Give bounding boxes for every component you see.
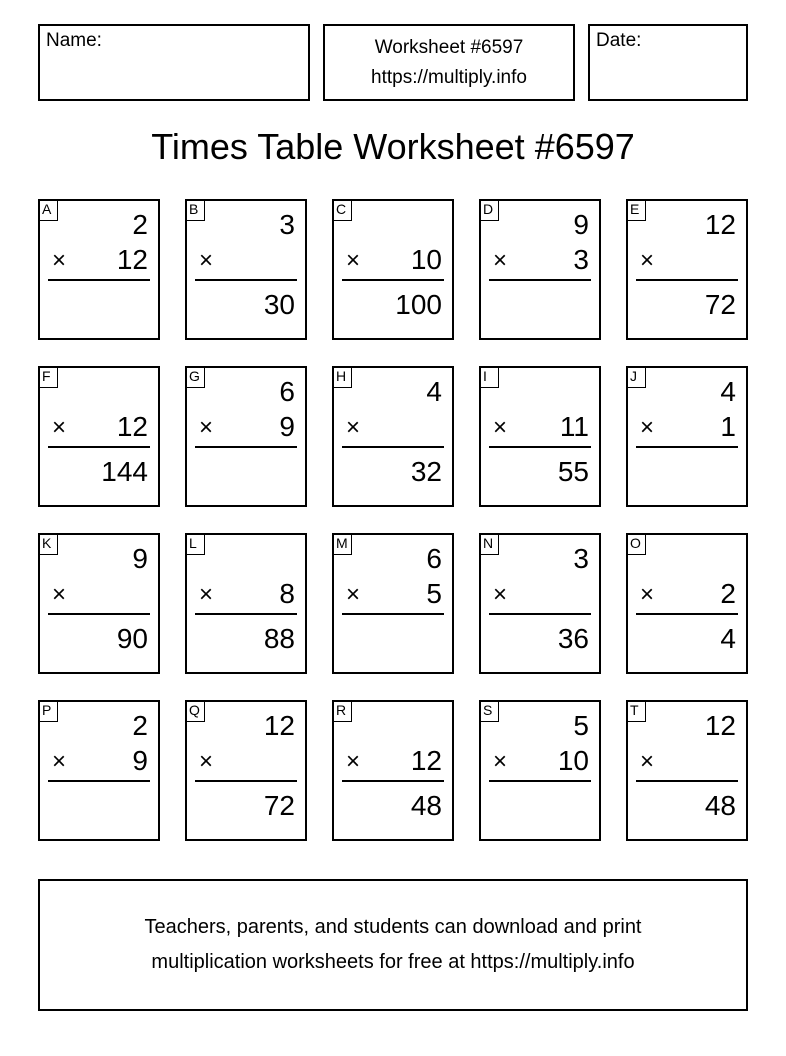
- answer-line: [489, 279, 591, 281]
- problem-card: [479, 533, 601, 674]
- problem-letter: R: [332, 700, 352, 722]
- date-label: Date:: [596, 30, 642, 51]
- footer-box: [38, 879, 748, 1011]
- multiply-sign: ×: [640, 247, 655, 274]
- problem-bottom-factor[interactable]: 9: [279, 411, 295, 442]
- problem-card: [332, 533, 454, 674]
- problem-letter: K: [38, 533, 58, 555]
- answer-line: [636, 613, 738, 615]
- problem-letter: N: [479, 533, 499, 555]
- problem-top-factor[interactable]: 2: [132, 209, 148, 240]
- answer-line: [195, 446, 297, 448]
- problem-product[interactable]: 100: [395, 289, 442, 320]
- problem-card: [185, 533, 307, 674]
- problem-letter: M: [332, 533, 352, 555]
- problem-product[interactable]: 144: [101, 456, 148, 487]
- problem-letter: G: [185, 366, 205, 388]
- problem-top-factor[interactable]: 12: [704, 710, 736, 741]
- answer-line: [342, 446, 444, 448]
- problem-card: [38, 199, 160, 340]
- answer-line: [636, 780, 738, 782]
- problem-bottom-factor[interactable]: 2: [720, 578, 736, 609]
- problem-bottom-factor[interactable]: 12: [410, 745, 442, 776]
- problem-product[interactable]: 48: [704, 790, 736, 821]
- problem-card: [626, 533, 748, 674]
- problem-card: [332, 199, 454, 340]
- problem-letter: O: [626, 533, 646, 555]
- problem-card: [479, 700, 601, 841]
- multiply-sign: ×: [199, 414, 214, 441]
- answer-line: [342, 780, 444, 782]
- answer-line: [48, 780, 150, 782]
- problem-letter: L: [185, 533, 205, 555]
- answer-line: [195, 613, 297, 615]
- answer-line: [489, 613, 591, 615]
- answer-line: [48, 446, 150, 448]
- problem-top-factor[interactable]: 4: [720, 376, 736, 407]
- answer-line: [489, 446, 591, 448]
- problem-letter: I: [479, 366, 499, 388]
- answer-line: [489, 780, 591, 782]
- problem-bottom-factor[interactable]: 1: [720, 411, 736, 442]
- problem-top-factor[interactable]: 6: [426, 543, 442, 574]
- problem-letter: H: [332, 366, 352, 388]
- problem-bottom-factor[interactable]: 10: [410, 244, 442, 275]
- multiply-sign: ×: [52, 748, 67, 775]
- multiply-sign: ×: [52, 581, 67, 608]
- problem-card: [626, 199, 748, 340]
- multiply-sign: ×: [199, 581, 214, 608]
- problem-letter: F: [38, 366, 58, 388]
- problem-product[interactable]: 72: [263, 790, 295, 821]
- problem-product[interactable]: 88: [263, 623, 295, 654]
- multiply-sign: ×: [640, 581, 655, 608]
- problem-bottom-factor[interactable]: 3: [573, 244, 589, 275]
- multiply-sign: ×: [346, 748, 361, 775]
- problem-card: [479, 199, 601, 340]
- page-title: Times Table Worksheet #6597: [151, 126, 635, 167]
- worksheet-id: Worksheet #6597: [374, 37, 524, 58]
- problem-top-factor[interactable]: 5: [573, 710, 589, 741]
- problem-product[interactable]: 48: [410, 790, 442, 821]
- problem-letter: B: [185, 199, 205, 221]
- problem-bottom-factor[interactable]: 9: [132, 745, 148, 776]
- footer-line-1: Teachers, parents, and students can download and print: [144, 916, 642, 938]
- problem-card: [332, 700, 454, 841]
- problem-top-factor[interactable]: 6: [279, 376, 295, 407]
- problem-card: [38, 366, 160, 507]
- problem-top-factor[interactable]: 2: [132, 710, 148, 741]
- problem-top-factor[interactable]: 12: [704, 209, 736, 240]
- problem-letter: E: [626, 199, 646, 221]
- problem-bottom-factor[interactable]: 12: [116, 411, 148, 442]
- problem-bottom-factor[interactable]: 5: [426, 578, 442, 609]
- problem-bottom-factor[interactable]: 10: [557, 745, 589, 776]
- problem-product[interactable]: 36: [557, 623, 589, 654]
- multiply-sign: ×: [640, 414, 655, 441]
- problem-product[interactable]: 72: [704, 289, 736, 320]
- problem-top-factor[interactable]: 9: [132, 543, 148, 574]
- answer-line: [195, 780, 297, 782]
- problem-bottom-factor[interactable]: 8: [279, 578, 295, 609]
- problem-top-factor[interactable]: 3: [279, 209, 295, 240]
- problem-bottom-factor[interactable]: 12: [116, 244, 148, 275]
- multiply-sign: ×: [493, 748, 508, 775]
- answer-line: [342, 279, 444, 281]
- problem-product[interactable]: 90: [116, 623, 148, 654]
- answer-line: [636, 279, 738, 281]
- problem-top-factor[interactable]: 3: [573, 543, 589, 574]
- problem-letter: A: [38, 199, 58, 221]
- worksheet-url: https://multiply.info: [371, 67, 527, 88]
- problem-letter: C: [332, 199, 352, 221]
- problem-card: [479, 366, 601, 507]
- problem-letter: Q: [185, 700, 205, 722]
- multiply-sign: ×: [346, 247, 361, 274]
- multiply-sign: ×: [199, 748, 214, 775]
- answer-line: [342, 613, 444, 615]
- problem-letter: P: [38, 700, 58, 722]
- footer-line-2: multiplication worksheets for free at https://multiply.info: [151, 951, 635, 973]
- problem-top-factor[interactable]: 12: [263, 710, 295, 741]
- answer-line: [48, 613, 150, 615]
- problem-card: [332, 366, 454, 507]
- problem-card: [38, 700, 160, 841]
- multiply-sign: ×: [52, 414, 67, 441]
- problem-card: [626, 700, 748, 841]
- problem-top-factor[interactable]: 9: [573, 209, 589, 240]
- problem-letter: S: [479, 700, 499, 722]
- problem-card: [185, 366, 307, 507]
- multiply-sign: ×: [346, 414, 361, 441]
- problem-product[interactable]: 4: [720, 623, 736, 654]
- answer-line: [636, 446, 738, 448]
- multiply-sign: ×: [199, 247, 214, 274]
- problem-product[interactable]: 32: [410, 456, 442, 487]
- problem-product[interactable]: 55: [557, 456, 589, 487]
- answer-line: [48, 279, 150, 281]
- multiply-sign: ×: [640, 748, 655, 775]
- multiply-sign: ×: [493, 581, 508, 608]
- problem-card: [185, 700, 307, 841]
- problem-top-factor[interactable]: 4: [426, 376, 442, 407]
- multiply-sign: ×: [493, 414, 508, 441]
- problem-letter: T: [626, 700, 646, 722]
- multiply-sign: ×: [493, 247, 508, 274]
- multiply-sign: ×: [346, 581, 361, 608]
- problem-product[interactable]: 30: [263, 289, 295, 320]
- problem-card: [38, 533, 160, 674]
- problem-letter: J: [626, 366, 646, 388]
- problem-letter: D: [479, 199, 499, 221]
- multiply-sign: ×: [52, 247, 67, 274]
- problem-bottom-factor[interactable]: 11: [559, 411, 589, 442]
- problem-card: [626, 366, 748, 507]
- answer-line: [195, 279, 297, 281]
- problem-card: [185, 199, 307, 340]
- name-label: Name:: [46, 30, 102, 51]
